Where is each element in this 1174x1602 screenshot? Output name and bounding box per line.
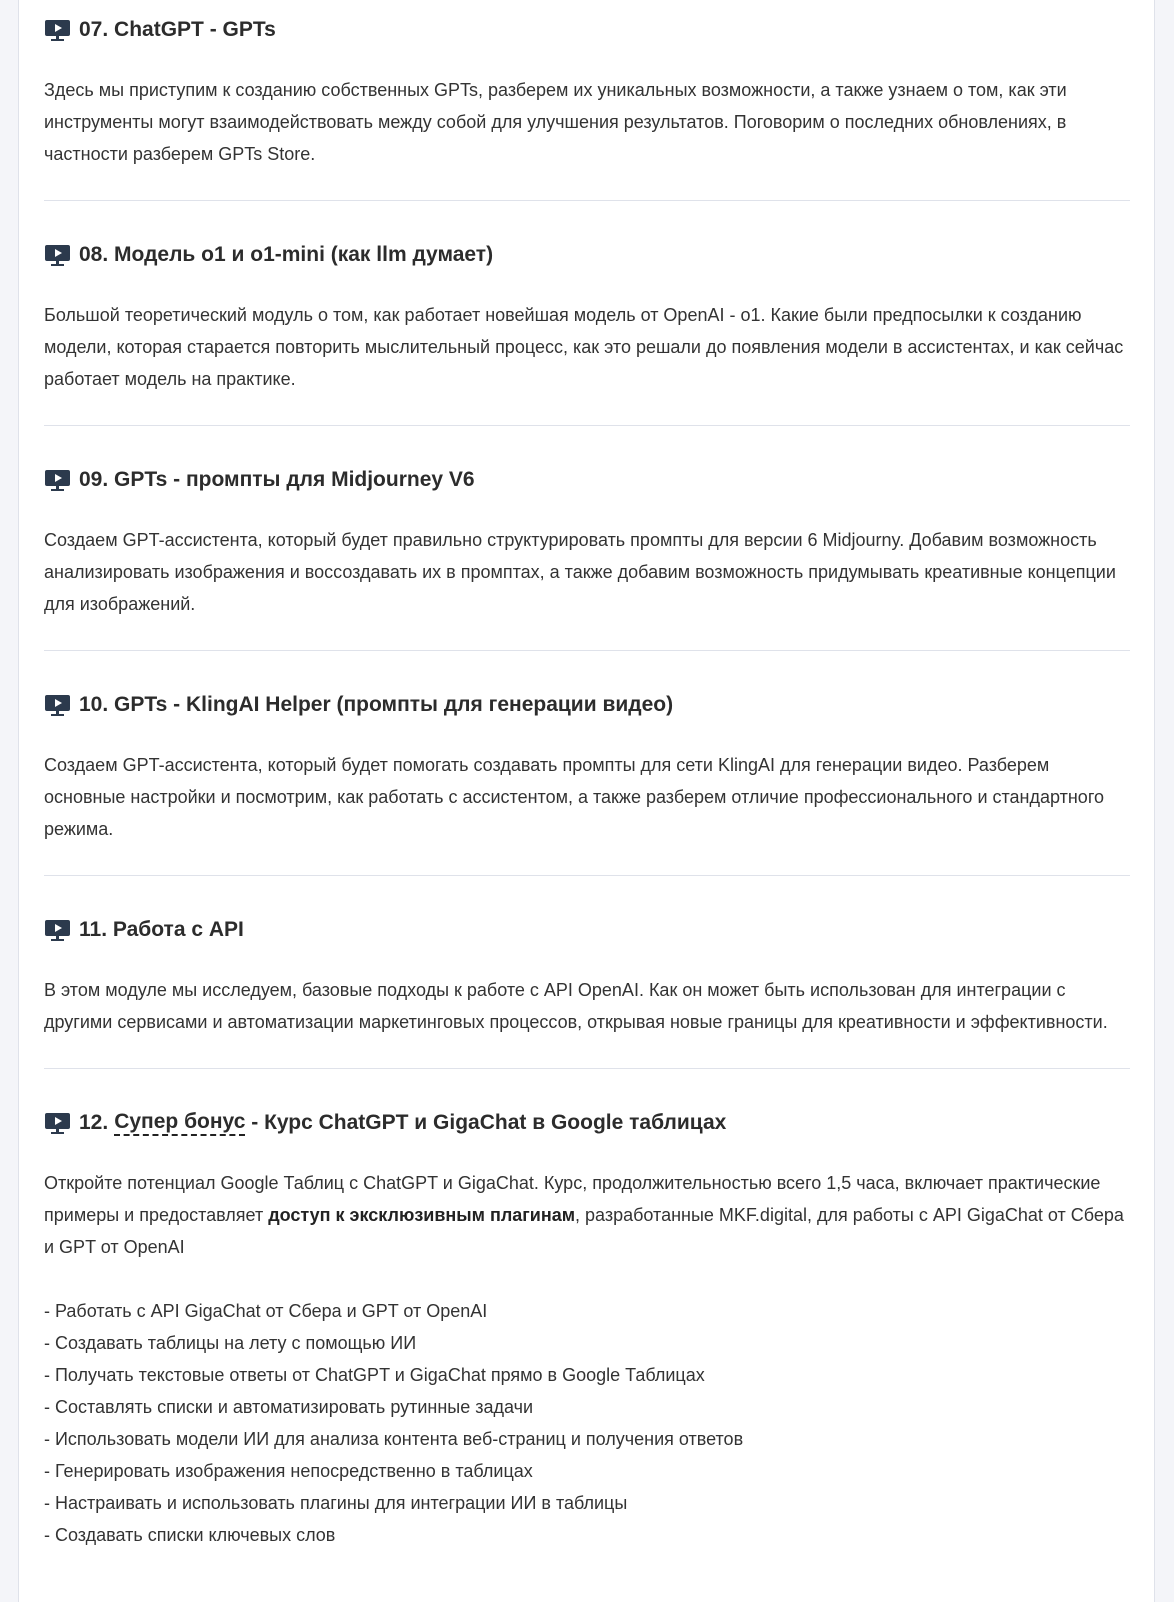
video-lesson-icon <box>44 18 71 42</box>
module-number: 12. <box>79 1111 109 1134</box>
video-lesson-icon <box>44 693 71 717</box>
module-description: Здесь мы приступим к созданию собственных GPTs, разберем их уникальных возможности, а также узнаем о том, как эти инструменты могут взаимодействовать между собой для улучшения результатов. Поговорим о последних обновлениях, в частности разберем GPTs Store. <box>44 80 1067 164</box>
module-title[interactable] <box>44 16 1130 44</box>
list-item: - Использовать модели ИИ для анализа контента веб-страниц и получения ответов <box>44 1429 744 1449</box>
module-description: В этом модуле мы исследуем, базовые подходы к работе с API OpenAI. Как он может быть использован для интеграции с другими сервисами и автоматизации маркетинговых процессов, открывая новые границы для креативности и эффективности. <box>44 980 1108 1032</box>
super-bonus-tooltip-trigger[interactable]: Супер бонус <box>114 1110 245 1136</box>
list-item: - Генерировать изображения непосредственно в таблицах <box>44 1461 533 1481</box>
module-title[interactable] <box>44 466 1130 494</box>
module-title-text: - Курс ChatGPT и GigaChat в Google таблицах <box>245 1111 727 1134</box>
module-title[interactable] <box>44 691 1130 719</box>
module-description <box>44 1167 1130 1263</box>
bonus-description-part1: Откройте потенциал Google Таблиц с ChatGPT и GigaChat. Курс, продолжительностью всего 1,5 часа, включает практические примеры и предоставляет <box>44 1173 1101 1225</box>
list-item: - Создавать таблицы на лету с помощью ИИ <box>44 1333 417 1353</box>
list-item: - Работать с API GigaChat от Сбера и GPT от OpenAI <box>44 1301 488 1321</box>
module-title-text: 11. Работа с API <box>79 918 244 941</box>
list-item: - Настраивать и использовать плагины для интеграции ИИ в таблицы <box>44 1493 628 1513</box>
list-item: - Получать текстовые ответы от ChatGPT и GigaChat прямо в Google Таблицах <box>44 1365 705 1385</box>
module-title-text: 09. GPTs - промпты для Midjourney V6 <box>79 468 475 491</box>
module-title-text: 10. GPTs - KlingAI Helper (промпты для генерации видео) <box>79 693 674 716</box>
feature-list <box>44 1295 1130 1551</box>
module-10 <box>44 651 1130 876</box>
course-modules-page <box>18 0 1155 1602</box>
video-lesson-icon <box>44 1111 71 1135</box>
module-08 <box>44 201 1130 426</box>
video-lesson-icon <box>44 468 71 492</box>
list-item: - Составлять списки и автоматизировать рутинные задачи <box>44 1397 534 1417</box>
module-title-text: 07. ChatGPT - GPTs <box>79 18 276 41</box>
module-09 <box>44 426 1130 651</box>
module-description: Большой теоретический модуль о том, как работает новейшая модель от OpenAI - o1. Какие были предпосылки к созданию модели, которая старается повторить мыслительный процесс, как это решали до появления модели в ассистентах, и как сейчас работает модель на практике. <box>44 305 1124 389</box>
module-07 <box>44 0 1130 201</box>
bonus-description-bold: доступ к эксклюзивным плагинам <box>268 1205 576 1225</box>
module-title[interactable] <box>44 916 1130 944</box>
module-title[interactable] <box>44 1109 1130 1137</box>
list-item: - Создавать списки ключевых слов <box>44 1525 336 1545</box>
video-lesson-icon <box>44 243 71 267</box>
bonus-description-part2: , разработанные MKF.digital, для работы с API GigaChat от Сбера и GPT от OpenAI <box>44 1205 1124 1257</box>
module-title[interactable] <box>44 241 1130 269</box>
module-title-text: 08. Модель o1 и o1-mini (как llm думает) <box>79 243 494 266</box>
video-lesson-icon <box>44 918 71 942</box>
module-11 <box>44 876 1130 1069</box>
module-12-bonus <box>44 1069 1130 1551</box>
module-description: Создаем GPT-ассистента, который будет помогать создавать промпты для сети KlingAI для генерации видео. Разберем основные настройки и посмотрим, как работать с ассистентом, а также разберем отличие профессионального и стандартного режима. <box>44 755 1104 839</box>
module-description: Создаем GPT-ассистента, который будет правильно структурировать промпты для версии 6 Midjourny. Добавим возможность анализировать изображения и воссоздавать их в промптах, а также добавим возможность придумывать креативные концепции для изображений. <box>44 530 1116 614</box>
